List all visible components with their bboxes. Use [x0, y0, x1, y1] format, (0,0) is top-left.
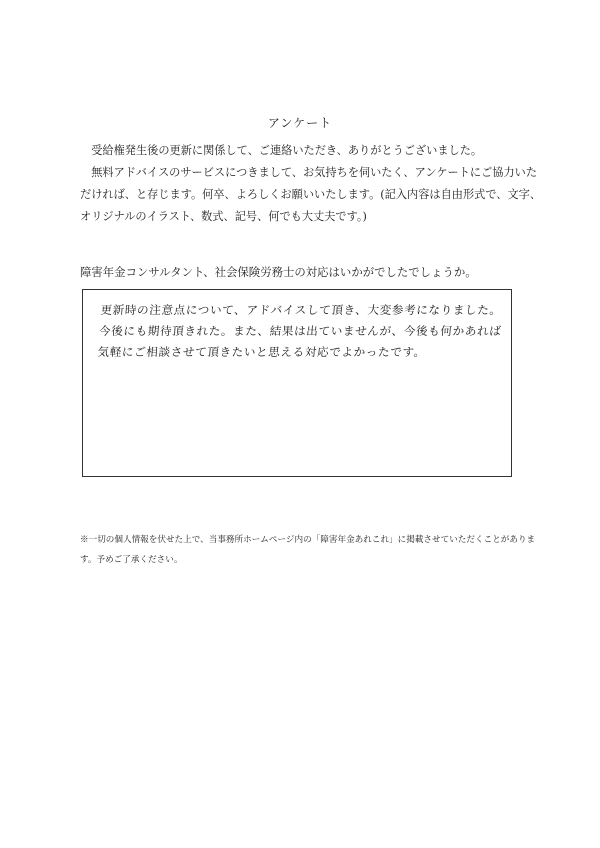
answer-line: 気軽にご相談させて頂きたいと思える対応でよかったです。 — [97, 345, 427, 359]
privacy-note — [80, 530, 536, 570]
intro-text — [80, 140, 542, 228]
note-line: ※一切の個人情報を伏せた上で、当事務所ホームページ内の「障害年金あれこれ」に掲載させていただくことがありま — [80, 535, 536, 545]
intro-line: だければ、と存じます。何卒、よろしくお願いいたします。(記入内容は自由形式で、文字、 — [80, 188, 542, 201]
answer-line: 今後にも期待頂きれた。また、結果は出ていませんが、今後も何かあれば — [98, 324, 502, 338]
intro-line: 受給権発生後の更新に関係して、ご連絡いただき、ありがとうございました。 — [80, 144, 483, 157]
handwritten-answer — [97, 300, 503, 363]
note-line: す。予めご了承ください。 — [80, 555, 183, 565]
answer-line: 更新時の注意点について、アドバイスして頂き、大変参考になりました。 — [100, 303, 503, 317]
intro-line: オリジナルのイラスト、数式、記号、何でも大丈夫です。) — [80, 210, 367, 223]
survey-question: 障害年金コンサルタント、社会保険労務士の対応はいかがでしたでしょうか。 — [80, 265, 477, 279]
survey-title: アンケート — [267, 116, 333, 130]
intro-line: 無料アドバイスのサービスにつきまして、お気持ちを伺いたく、アンケートにご協力いた — [80, 166, 538, 179]
answer-box — [82, 289, 512, 477]
